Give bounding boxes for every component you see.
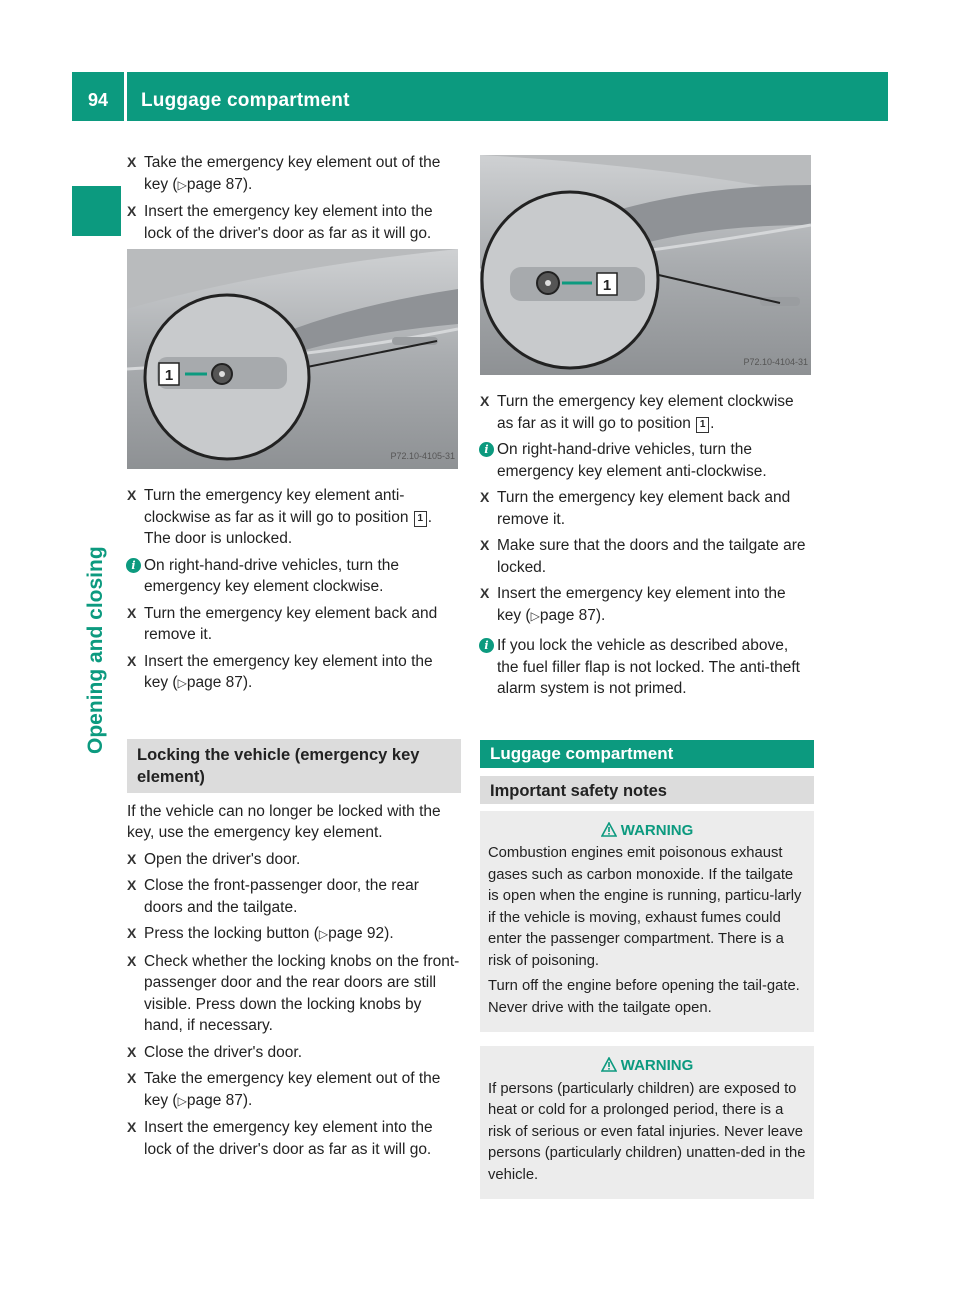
warning-heading: WARNING (488, 820, 806, 842)
side-tab-marker (72, 186, 121, 236)
right-column (480, 152, 814, 1213)
info-note: i On right-hand-drive vehicles, turn the emergency key element clockwise. (127, 555, 461, 598)
step-marker: X (127, 487, 137, 503)
position-badge: 1 (696, 417, 709, 433)
step-marker: X (127, 1070, 137, 1086)
step-item: X Open the driver's door. (127, 849, 461, 871)
info-note: i On right-hand-drive vehicles, turn the emergency key element anti-clockwise. (480, 439, 814, 482)
step-marker: X (127, 604, 137, 621)
step-marker: X (480, 393, 490, 409)
page-reference-link[interactable]: page 87 (539, 606, 596, 624)
page-reference-link[interactable]: page 87 (186, 1091, 243, 1109)
page-ref-arrow-icon: ▷ (177, 1093, 187, 1108)
page-number: 94 (87, 90, 109, 110)
step-item: X Insert the emergency key element into the key (▷page 87). (480, 585, 786, 624)
step-item: X Turn the emergency key element clockwise as far as it will go to position 1 . (480, 393, 794, 432)
warning-heading: WARNING (488, 1055, 806, 1077)
step-item: X Press the locking button (▷page 92). (127, 923, 461, 946)
info-icon: i (126, 558, 141, 573)
step-marker: X (480, 489, 490, 505)
page-title: Luggage compartment (141, 90, 350, 111)
page-reference-link[interactable]: page 87 (186, 674, 243, 691)
page-ref-arrow-icon: ▷ (530, 608, 540, 623)
left-column (127, 152, 461, 1165)
section-title-luggage: Luggage compartment (480, 740, 814, 768)
step-item: X Close the driver's door. (127, 1042, 461, 1064)
info-icon: i (479, 442, 494, 457)
step-item: X Close the front-passenger door, the rear doors and the tailgate. (127, 877, 419, 916)
step-marker: X (127, 1043, 137, 1060)
step-marker: X (127, 203, 137, 219)
step-marker: X (480, 537, 490, 553)
warning-text: Combustion engines emit poisonous exhaust gases such as carbon monoxide. If the tailgate is open when the engine is running, particu-larly if the vehicle is moving, exhaust fumes could enter the passenger compartment. There is a risk of poisoning. (488, 845, 802, 969)
image-code: P72.10-4105-31 (390, 450, 455, 461)
step-marker: X (127, 652, 137, 669)
warning-box (480, 1046, 814, 1199)
step-item: X Turn the emergency key element back and remove it. (127, 604, 438, 643)
section-intro: If the vehicle can no longer be locked with the key, use the emergency key element. (127, 802, 441, 841)
info-note: i If you lock the vehicle as described above, the fuel filler flap is not locked. The anti-theft alarm system is not primed. (480, 635, 814, 700)
warning-box (480, 811, 814, 1033)
step-marker: X (127, 1119, 137, 1135)
step-item: X Take the emergency key element out of the key (▷page 87). (127, 154, 441, 193)
section-title-locking: Locking the vehicle (emergency key element) (127, 739, 461, 793)
info-icon: i (479, 638, 494, 653)
page-ref-arrow-icon: ▷ (318, 927, 329, 941)
warning-text: If persons (particularly children) are exposed to heat or cold for a prolonged period, there is a risk of serious or even fatal injuries. Never leave persons (particularly children) unatten-ded in the vehicle. (488, 1080, 806, 1183)
image-code: P72.10-4104-31 (743, 356, 808, 367)
step-marker: X (127, 850, 137, 867)
step-marker: X (127, 925, 137, 941)
step-marker: X (127, 877, 137, 893)
page-reference-link[interactable]: page 87 (186, 175, 243, 193)
step-item: X Insert the emergency key element into the key (▷page 87). (127, 652, 433, 691)
page-ref-arrow-icon: ▷ (177, 177, 187, 192)
warning-text: Turn off the engine before opening the tail-gate. Never drive with the tailgate open. (488, 978, 800, 1016)
step-marker: X (127, 154, 137, 170)
step-item: X Turn the emergency key element back and remove it. (480, 489, 791, 528)
door-lock-photo-left (127, 249, 458, 469)
side-tab-label: Opening and closing (84, 546, 107, 754)
step-item: X Make sure that the doors and the tailgate are locked. (480, 537, 806, 576)
step-marker: X (480, 585, 490, 601)
subsection-title-safety: Important safety notes (480, 776, 814, 804)
step-item: X Check whether the locking knobs on the front-passenger door and the rear doors are still visible. Press down the locking knobs by hand, if necessary. (127, 952, 460, 1034)
step-item: X Insert the emergency key element into the lock of the driver's door as far as it will go. (127, 1119, 433, 1158)
position-label: 1 (602, 277, 612, 294)
position-badge: 1 (414, 511, 427, 527)
position-label: 1 (164, 367, 174, 384)
door-lock-photo-right (480, 155, 811, 375)
step-item: X Turn the emergency key element anti-clockwise as far as it will go to position 1 . The door is unlocked. (127, 487, 433, 547)
step-item: X Take the emergency key element out of the key (▷page 87). (127, 1070, 441, 1109)
warning-triangle-icon (601, 1057, 617, 1072)
header-divider (124, 72, 127, 121)
page-reference-link[interactable]: page 92 (328, 925, 385, 942)
step-item: X Insert the emergency key element into the lock of the driver's door as far as it will go. (127, 203, 433, 242)
step-marker: X (127, 952, 137, 969)
page-ref-arrow-icon: ▷ (177, 676, 187, 690)
warning-triangle-icon (601, 822, 617, 837)
